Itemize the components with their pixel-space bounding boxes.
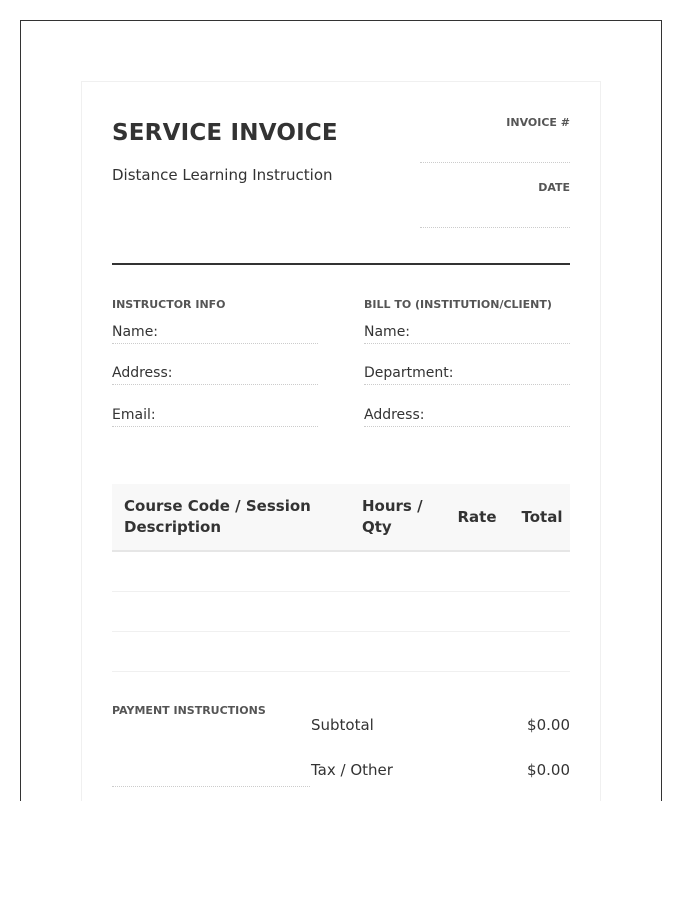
subtotal-value: $0.00 — [527, 716, 570, 734]
document-viewer — [20, 20, 662, 801]
header-divider — [112, 263, 570, 265]
instructor-info-heading: INSTRUCTOR INFO — [112, 298, 226, 311]
instructor-email-field[interactable]: Email: — [112, 407, 318, 427]
client-department-field[interactable]: Department: — [364, 365, 570, 385]
payment-instructions-field[interactable] — [112, 786, 310, 787]
column-header-rate: Rate — [457, 508, 497, 526]
table-row[interactable] — [112, 552, 570, 592]
bill-to-heading: BILL TO (INSTITUTION/CLIENT) — [364, 298, 552, 311]
invoice-number-field[interactable] — [420, 162, 570, 163]
invoice-subtitle: Distance Learning Instruction — [112, 166, 333, 184]
subtotal-label: Subtotal — [311, 716, 374, 734]
invoice-number-label: INVOICE # — [506, 116, 570, 129]
payment-instructions-heading: PAYMENT INSTRUCTIONS — [112, 704, 266, 717]
client-address-field[interactable]: Address: — [364, 407, 570, 427]
table-row[interactable] — [112, 632, 570, 672]
invoice-page — [81, 81, 601, 801]
column-header-description: Course Code / Session Description — [124, 497, 311, 536]
table-row[interactable] — [112, 592, 570, 632]
column-header-hours-qty: Hours / Qty — [362, 497, 423, 536]
date-field[interactable] — [420, 227, 570, 228]
client-name-field[interactable]: Name: — [364, 324, 570, 344]
date-label: DATE — [538, 181, 570, 194]
column-header-total: Total — [521, 508, 563, 526]
tax-other-label: Tax / Other — [311, 761, 393, 779]
tax-other-value: $0.00 — [527, 761, 570, 779]
instructor-name-field[interactable]: Name: — [112, 324, 318, 344]
invoice-title: SERVICE INVOICE — [112, 120, 338, 146]
line-items-header — [112, 484, 570, 552]
instructor-address-field[interactable]: Address: — [112, 365, 318, 385]
